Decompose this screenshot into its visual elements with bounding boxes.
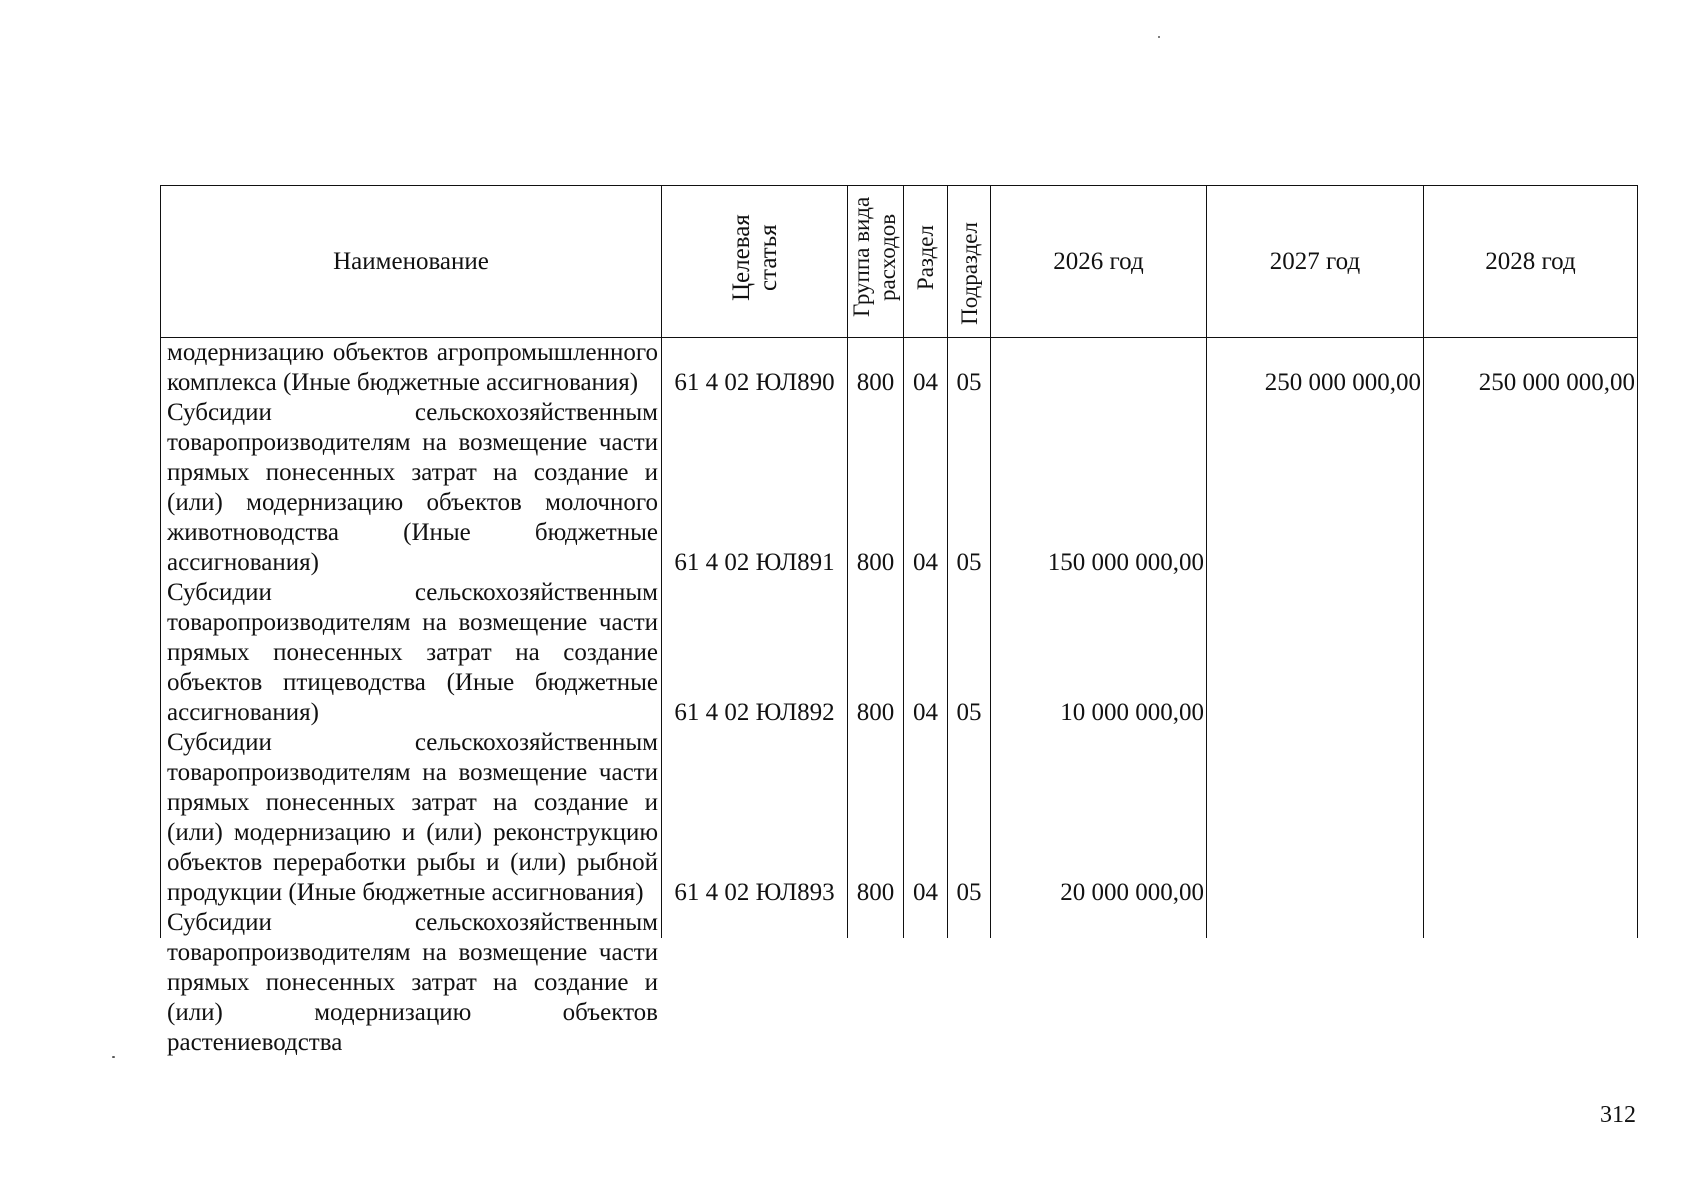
row-2026 [991, 338, 1207, 399]
row-target-article: 61 4 02 ЮЛ891 [662, 398, 848, 578]
row-2026: 20 000 000,00 [991, 728, 1207, 908]
page-number: 312 [1600, 1102, 1636, 1128]
row-target-article [662, 908, 848, 938]
header-2026: 2026 год [991, 186, 1207, 338]
row-subsection: 05 [948, 578, 991, 728]
row-2027 [1207, 728, 1424, 908]
budget-table [160, 185, 1638, 1056]
row-subsection: 05 [948, 338, 991, 399]
header-subsection-label: Подраздел [956, 222, 982, 325]
row-2028 [1424, 908, 1638, 938]
scan-speck [1158, 36, 1160, 38]
row-section: 04 [904, 338, 948, 399]
row-name: Субсидии сельскохозяйственным товаропроизводителям на возмещение части прямых понесенных затрат на создание и (или) модернизацию объектов молочного животноводства (Иные бюджетные ассигнования) [161, 398, 662, 578]
row-2027 [1207, 578, 1424, 728]
row-section: 04 [904, 578, 948, 728]
header-subsection [948, 186, 991, 338]
row-2028: 250 000 000,00 [1424, 338, 1638, 399]
row-name: модернизацию объектов агропромышленного комплекса (Иные бюджетные ассигнования) [161, 338, 662, 399]
row-subsection: 05 [948, 728, 991, 908]
header-expense-group-label: Группа вида расходов [848, 196, 900, 318]
row-target-article: 61 4 02 ЮЛ893 [662, 728, 848, 908]
row-2028 [1424, 578, 1638, 728]
table-row [161, 578, 1638, 728]
row-name: Субсидии сельскохозяйственным товаропроизводителям на возмещение части прямых понесенных затрат на создание объектов птицеводства (Иные бюджетные ассигнования) [161, 578, 662, 728]
scan-speck [112, 1056, 115, 1058]
table-row [161, 728, 1638, 908]
row-2027 [1207, 908, 1424, 938]
row-2027 [1207, 398, 1424, 578]
table-row [161, 338, 1638, 399]
row-subsection [948, 908, 991, 938]
row-name: Субсидии сельскохозяйственным товаропроизводителям на возмещение части прямых понесенных затрат на создание и (или) модернизацию и (или) реконструкцию объектов переработки рыбы и (или) рыбной продукции (Иные бюджетные ассигнования) [161, 728, 662, 908]
row-name [161, 908, 662, 1056]
row-section: 04 [904, 398, 948, 578]
row-2026: 150 000 000,00 [991, 398, 1207, 578]
row-section: 04 [904, 728, 948, 908]
row-2028 [1424, 398, 1638, 578]
row-subsection: 05 [948, 398, 991, 578]
header-section [904, 186, 948, 338]
row-2028 [1424, 728, 1638, 908]
trailing-row-clip: Субсидии сельскохозяйственным товаропроизводителям на возмещение части прямых понесенных затрат на создание и (или) модернизацию объектов растениеводства [167, 909, 658, 1056]
table-row-continued [161, 908, 1638, 938]
header-section-label: Раздел [913, 224, 938, 291]
header-name: Наименование [161, 186, 662, 338]
row-target-article: 61 4 02 ЮЛ892 [662, 578, 848, 728]
header-2028: 2028 год [1424, 186, 1638, 338]
row-expense-group: 800 [848, 338, 904, 399]
table-row [161, 398, 1638, 578]
row-expense-group: 800 [848, 578, 904, 728]
row-expense-group: 800 [848, 398, 904, 578]
row-expense-group [848, 908, 904, 938]
row-section [904, 908, 948, 938]
table-header-row [161, 186, 1638, 338]
row-expense-group: 800 [848, 728, 904, 908]
row-target-article: 61 4 02 ЮЛ890 [662, 338, 848, 399]
header-target-article-label: Целевая статья [727, 214, 782, 301]
row-2026: 10 000 000,00 [991, 578, 1207, 728]
row-2027: 250 000 000,00 [1207, 338, 1424, 399]
header-2027: 2027 год [1207, 186, 1424, 338]
row-2026 [991, 908, 1207, 938]
header-expense-group [848, 186, 904, 338]
header-target-article [662, 186, 848, 338]
